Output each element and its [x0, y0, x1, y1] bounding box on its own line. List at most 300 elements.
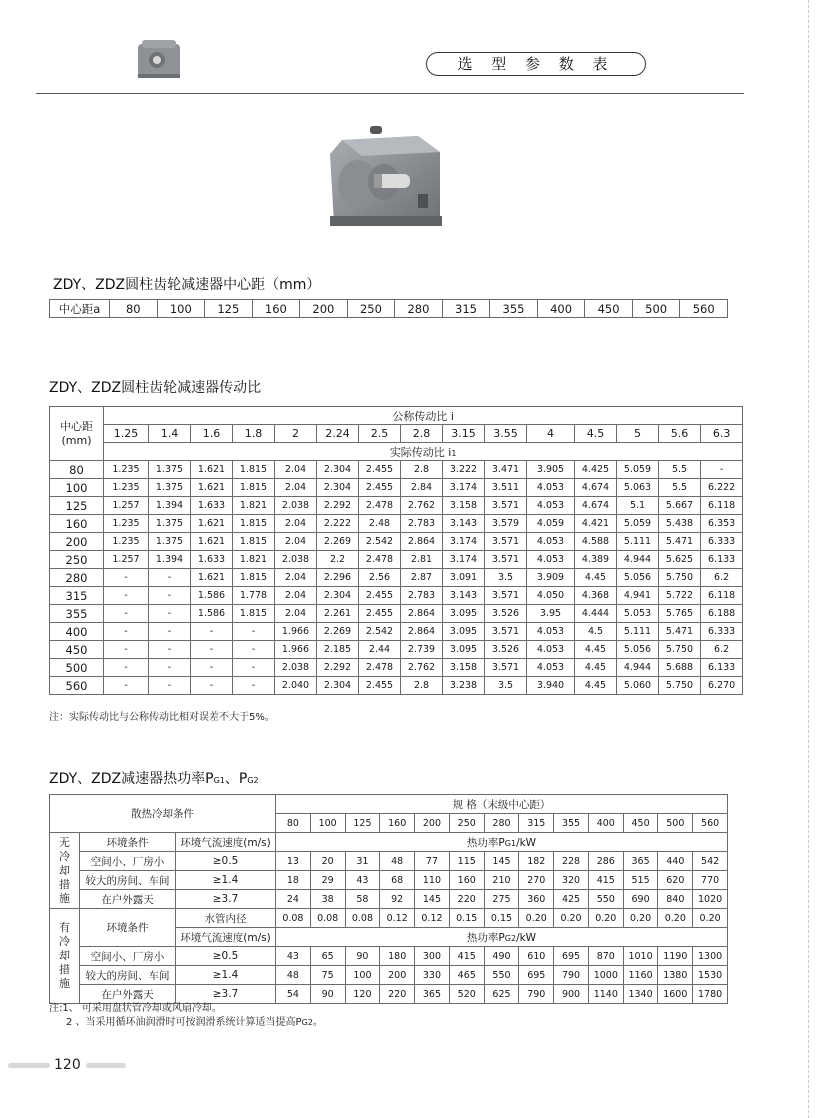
ratio-value-cell: 2.8	[401, 461, 443, 479]
ratio-value-cell: 2.478	[359, 497, 401, 515]
thermal-power-cell: 220	[380, 985, 415, 1004]
thermal-power-cell: 24	[276, 890, 311, 909]
airspeed-label: 环境气流速度(m/s)	[176, 928, 276, 947]
thermal-power-cell: 490	[484, 947, 519, 966]
thermal-power-cell: 542	[693, 852, 728, 871]
center-distance-table	[49, 299, 728, 318]
center-distance-value: 560	[680, 300, 728, 318]
ratio-value-cell: 3.143	[443, 587, 485, 605]
ratio-value-cell: 3.174	[443, 479, 485, 497]
center-distance-cell: 200	[50, 533, 104, 551]
thermal-power-cell: 31	[345, 852, 380, 871]
thermal-power-cell: 1160	[623, 966, 658, 985]
vertical-label-char: 却	[59, 863, 70, 877]
size-header-cell: 315	[519, 814, 554, 833]
nominal-ratio-cell: 5.6	[659, 425, 701, 443]
ratio-value-cell: 3.526	[485, 605, 527, 623]
center-distance-cell: 560	[50, 677, 104, 695]
table-row	[50, 966, 728, 985]
ratio-value-cell: 2.304	[317, 461, 359, 479]
environment-cell: 空间小、厂房小	[80, 852, 176, 871]
ratio-value-cell: 4.674	[575, 497, 617, 515]
thermal-note-2-text: 2 、当采用循环油润滑时可按润滑系统计算适当提高P	[66, 1017, 302, 1028]
ratio-value-cell: -	[104, 677, 149, 695]
pipe-diameter-label: 水管内径	[176, 909, 276, 928]
ratio-value-cell: 5.059	[617, 515, 659, 533]
ratio-value-cell: 1.815	[233, 533, 275, 551]
ratio-value-cell: 1.621	[191, 479, 233, 497]
ratio-value-cell: 2.739	[401, 641, 443, 659]
ratio-value-cell: 5.722	[659, 587, 701, 605]
center-distance-value: 125	[205, 300, 253, 318]
ratio-value-cell: 4.5	[575, 623, 617, 641]
thermal-power-cell: 160	[449, 871, 484, 890]
ratio-value-cell: 6.2	[701, 569, 743, 587]
ratio-value-cell: 2.04	[275, 515, 317, 533]
ratio-value-cell: 2.455	[359, 605, 401, 623]
thermal-power-cell: 286	[588, 852, 623, 871]
ratio-value-cell: 2.222	[317, 515, 359, 533]
ratio-value-cell: -	[104, 605, 149, 623]
ratio-value-cell: 4.45	[575, 641, 617, 659]
ratio-value-cell: 4.944	[617, 551, 659, 569]
thermal-power-cell: 550	[588, 890, 623, 909]
vertical-label-char: 冷	[59, 849, 70, 863]
pg1-header-unit: /kW	[516, 836, 537, 849]
ratio-value-cell: 5.750	[659, 569, 701, 587]
thermal-power-cell: 790	[554, 966, 589, 985]
nominal-ratio-cell: 1.25	[104, 425, 149, 443]
thermal-power-cell: 695	[519, 966, 554, 985]
ratio-value-cell: 3.571	[485, 533, 527, 551]
thermal-power-cell: 425	[554, 890, 589, 909]
environment-cell: 较大的房间、车间	[80, 871, 176, 890]
ratio-value-cell: -	[149, 641, 191, 659]
pg2-header-part: 热功率P	[466, 931, 505, 944]
ratio-value-cell: 1.821	[233, 551, 275, 569]
ratio-value-cell: 4.053	[527, 497, 575, 515]
ratio-value-cell: 5.688	[659, 659, 701, 677]
size-header-cell: 250	[449, 814, 484, 833]
center-distance-cell: 250	[50, 551, 104, 569]
ratio-value-cell: 1.621	[191, 569, 233, 587]
center-distance-value: 100	[157, 300, 205, 318]
vertical-label-char: 施	[59, 977, 70, 990]
ratio-value-cell: 2.292	[317, 659, 359, 677]
ratio-value-cell: -	[191, 623, 233, 641]
ratio-value-cell: 1.375	[149, 479, 191, 497]
ratio-value-cell: 5.471	[659, 533, 701, 551]
ratio-value-cell: 2.864	[401, 533, 443, 551]
environment-cell: 在户外露天	[80, 985, 176, 1004]
ratio-value-cell: -	[191, 659, 233, 677]
thermal-power-cell: 550	[484, 966, 519, 985]
center-distance-value: 355	[490, 300, 538, 318]
thermal-power-cell: 110	[415, 871, 450, 890]
thermal-power-cell: 1010	[623, 947, 658, 966]
ratio-value-cell: 4.053	[527, 659, 575, 677]
center-distance-value: 500	[632, 300, 680, 318]
ratio-value-cell: 4.45	[575, 659, 617, 677]
ratio-value-cell: 1.235	[104, 533, 149, 551]
table-row	[50, 677, 743, 695]
ratio-value-cell: 2.542	[359, 623, 401, 641]
ratio-value-cell: -	[104, 641, 149, 659]
ratio-value-cell: 3.174	[443, 551, 485, 569]
ratio-value-cell: 1.633	[191, 551, 233, 569]
center-distance-value: 400	[537, 300, 585, 318]
ratio-value-cell: -	[149, 623, 191, 641]
ratio-value-cell: 5.1	[617, 497, 659, 515]
ratio-value-cell: 4.053	[527, 479, 575, 497]
ratio-value-cell: 3.571	[485, 497, 527, 515]
thermal-power-cell: 275	[484, 890, 519, 909]
thermal-power-cell: 1780	[693, 985, 728, 1004]
thermal-power-title-sub2: G2	[247, 776, 259, 785]
ratio-value-cell: 3.909	[527, 569, 575, 587]
ratio-value-cell: 3.095	[443, 605, 485, 623]
ratio-value-cell: 3.222	[443, 461, 485, 479]
ratio-value-cell: 3.158	[443, 497, 485, 515]
table-row	[50, 551, 743, 569]
thermal-power-cell: 48	[276, 966, 311, 985]
thermal-power-cell: 365	[623, 852, 658, 871]
vertical-label-char: 无	[59, 835, 70, 849]
thermal-power-cell: 440	[658, 852, 693, 871]
ratio-value-cell: 4.674	[575, 479, 617, 497]
environment-label: 环境条件	[80, 833, 176, 852]
center-distance-value: 200	[300, 300, 348, 318]
ratio-value-cell: -	[233, 677, 275, 695]
ratio-value-cell: 2.455	[359, 461, 401, 479]
ratio-value-cell: -	[191, 641, 233, 659]
ratio-value-cell: 2.783	[401, 515, 443, 533]
ratio-value-cell: 2.269	[317, 623, 359, 641]
center-distance-cell: 315	[50, 587, 104, 605]
nominal-ratio-cell: 1.6	[191, 425, 233, 443]
ratio-value-cell: 1.815	[233, 479, 275, 497]
pg2-header	[276, 928, 728, 947]
thermal-power-cell: 90	[345, 947, 380, 966]
ratio-value-cell: 1.621	[191, 533, 233, 551]
nominal-ratio-cell: 3.55	[485, 425, 527, 443]
thermal-power-cell: 625	[484, 985, 519, 1004]
center-distance-cell: 80	[50, 461, 104, 479]
ratio-value-cell: 4.944	[617, 659, 659, 677]
size-header-cell: 160	[380, 814, 415, 833]
ratio-value-cell: 5.053	[617, 605, 659, 623]
thermal-note-2-end: 。	[312, 1017, 323, 1028]
table-row	[50, 833, 728, 852]
nominal-ratio-cell: 4	[527, 425, 575, 443]
table-row	[50, 497, 743, 515]
ratio-value-cell: 2.762	[401, 497, 443, 515]
thermal-power-cell: 38	[310, 890, 345, 909]
thermal-power-title	[49, 768, 259, 788]
center-distance-cell: 100	[50, 479, 104, 497]
thermal-power-cell: 1000	[588, 966, 623, 985]
thermal-power-cell: 43	[276, 947, 311, 966]
thermal-power-title-sub1: G1	[213, 776, 225, 785]
ratio-value-cell: 4.389	[575, 551, 617, 569]
pg1-header	[276, 833, 728, 852]
ratio-value-cell: 2.455	[359, 479, 401, 497]
nominal-ratio-cell: 3.15	[443, 425, 485, 443]
thermal-power-cell: 610	[519, 947, 554, 966]
ratio-value-cell: -	[149, 587, 191, 605]
ratio-value-cell: -	[191, 677, 233, 695]
ratio-value-cell: 2.87	[401, 569, 443, 587]
ratio-value-cell: 1.821	[233, 497, 275, 515]
ratio-value-cell: 4.45	[575, 677, 617, 695]
page-number: 120	[54, 1057, 81, 1073]
thermal-power-cell: 330	[415, 966, 450, 985]
ratio-value-cell: 2.185	[317, 641, 359, 659]
ratio-value-cell: 4.053	[527, 551, 575, 569]
center-distance-value: 250	[347, 300, 395, 318]
ratio-value-cell: 6.118	[701, 587, 743, 605]
thermal-note-2	[66, 1013, 323, 1028]
ratio-value-cell: 1.235	[104, 479, 149, 497]
ratio-value-cell: 2.783	[401, 587, 443, 605]
thermal-power-cell: 620	[658, 871, 693, 890]
size-header-cell: 100	[310, 814, 345, 833]
thermal-power-cell: 145	[415, 890, 450, 909]
ratio-value-cell: 6.222	[701, 479, 743, 497]
nominal-ratio-cell: 4.5	[575, 425, 617, 443]
ratio-value-cell: 5.750	[659, 641, 701, 659]
size-header-cell: 280	[484, 814, 519, 833]
ratio-value-cell: 6.2	[701, 641, 743, 659]
thermal-power-cell: 900	[554, 985, 589, 1004]
table-row	[50, 461, 743, 479]
environment-cell: 在户外露天	[80, 890, 176, 909]
center-distance-value: 160	[252, 300, 300, 318]
ratio-value-cell: 1.257	[104, 551, 149, 569]
ratio-value-cell: 3.174	[443, 533, 485, 551]
ratio-value-cell: 6.118	[701, 497, 743, 515]
ratio-value-cell: 1.235	[104, 461, 149, 479]
ratio-value-cell: -	[233, 659, 275, 677]
pipe-diameter-cell: 0.20	[588, 909, 623, 928]
ratio-value-cell: 3.238	[443, 677, 485, 695]
ratio-value-cell: -	[233, 623, 275, 641]
ratio-value-cell: 1.815	[233, 605, 275, 623]
ratio-value-cell: 2.864	[401, 605, 443, 623]
thermal-power-cell: 120	[345, 985, 380, 1004]
ratio-value-cell: 2.038	[275, 497, 317, 515]
ratio-value-cell: 2.455	[359, 587, 401, 605]
ratio-value-cell: 2.04	[275, 605, 317, 623]
thermal-power-cell: 690	[623, 890, 658, 909]
ratio-value-cell: 1.621	[191, 461, 233, 479]
thermal-power-cell: 43	[345, 871, 380, 890]
airspeed-cell: ≥1.4	[176, 966, 276, 985]
ratio-value-cell: 2.864	[401, 623, 443, 641]
ratio-value-cell: 3.940	[527, 677, 575, 695]
table-row	[50, 623, 743, 641]
cooling-label	[50, 909, 80, 1004]
ratio-value-cell: 3.571	[485, 623, 527, 641]
ratio-value-cell: 3.5	[485, 677, 527, 695]
ratio-value-cell: 1.375	[149, 461, 191, 479]
ratio-value-cell: 3.095	[443, 641, 485, 659]
ratio-value-cell: -	[104, 659, 149, 677]
vertical-label-char: 施	[59, 891, 70, 905]
thermal-power-cell: 465	[449, 966, 484, 985]
pipe-diameter-cell: 0.15	[484, 909, 519, 928]
nominal-ratio-cell: 6.3	[701, 425, 743, 443]
thermal-power-cell: 58	[345, 890, 380, 909]
environment-label: 环境条件	[80, 909, 176, 947]
center-distance-cell: 500	[50, 659, 104, 677]
pipe-diameter-cell: 0.20	[658, 909, 693, 928]
center-distance-value: 450	[585, 300, 633, 318]
pipe-diameter-cell: 0.20	[623, 909, 658, 928]
header-divider	[36, 93, 744, 94]
ratio-value-cell: 2.261	[317, 605, 359, 623]
pg2-header-part: G2	[504, 933, 517, 943]
ratio-value-cell: 1.815	[233, 515, 275, 533]
size-header-cell: 400	[588, 814, 623, 833]
ratio-value-cell: 5.750	[659, 677, 701, 695]
ratio-value-cell: 5.625	[659, 551, 701, 569]
thermal-power-cell: 1020	[693, 890, 728, 909]
thermal-power-cell: 770	[693, 871, 728, 890]
center-distance-value: 80	[110, 300, 158, 318]
page-title: 选 型 参 数 表	[426, 52, 646, 76]
ratio-value-cell: 4.053	[527, 623, 575, 641]
thermal-power-cell: 790	[519, 985, 554, 1004]
ratio-value-cell: 3.571	[485, 587, 527, 605]
ratio-value-cell: 4.059	[527, 515, 575, 533]
transmission-ratio-title: ZDY、ZDZ圆柱齿轮减速器传动比	[49, 380, 262, 396]
thermal-power-cell: 13	[276, 852, 311, 871]
ratio-value-cell: 2.2	[317, 551, 359, 569]
ratio-value-cell: 1.235	[104, 515, 149, 533]
nominal-ratio-cell: 1.4	[149, 425, 191, 443]
ratio-value-cell: 3.905	[527, 461, 575, 479]
thermal-power-cell: 1380	[658, 966, 693, 985]
pipe-diameter-cell: 0.20	[519, 909, 554, 928]
ratio-value-cell: 2.455	[359, 677, 401, 695]
size-header-cell: 125	[345, 814, 380, 833]
spec-header: 规 格（末级中心距）	[276, 795, 728, 814]
ratio-value-cell: 3.095	[443, 623, 485, 641]
actual-ratio-header	[104, 443, 743, 461]
ratio-value-cell: 2.56	[359, 569, 401, 587]
ratio-value-cell: 2.304	[317, 677, 359, 695]
thermal-power-title-mid: 、P	[224, 771, 248, 787]
nominal-ratio-cell: 1.8	[233, 425, 275, 443]
ratio-value-cell: 2.304	[317, 479, 359, 497]
ratio-value-cell: 4.444	[575, 605, 617, 623]
ratio-value-cell: 4.941	[617, 587, 659, 605]
ratio-value-cell: 2.040	[275, 677, 317, 695]
thermal-power-cell: 840	[658, 890, 693, 909]
ratio-value-cell: -	[104, 569, 149, 587]
ratio-value-cell: 2.542	[359, 533, 401, 551]
table-row	[50, 659, 743, 677]
center-distance-cell: 400	[50, 623, 104, 641]
transmission-ratio-table	[49, 406, 743, 695]
thermal-power-cell: 145	[484, 852, 519, 871]
ratio-value-cell: 1.633	[191, 497, 233, 515]
ratio-value-cell: 2.04	[275, 479, 317, 497]
ratio-value-cell: 5.056	[617, 569, 659, 587]
thermal-power-cell: 210	[484, 871, 519, 890]
size-header-cell: 355	[554, 814, 589, 833]
thermal-power-cell: 68	[380, 871, 415, 890]
no-cooling-label	[50, 833, 80, 909]
ratio-value-cell: 6.270	[701, 677, 743, 695]
thermal-power-cell: 65	[310, 947, 345, 966]
ratio-value-cell: 1.394	[149, 497, 191, 515]
ratio-value-cell: 6.188	[701, 605, 743, 623]
thermal-power-cell: 1300	[693, 947, 728, 966]
ratio-value-cell: -	[149, 569, 191, 587]
nominal-ratio-cell: 2.8	[401, 425, 443, 443]
reducer-thumbnail-image	[136, 38, 182, 80]
thermal-power-cell: 415	[449, 947, 484, 966]
reducer-product-image	[322, 124, 448, 232]
table-row	[50, 569, 743, 587]
ratio-value-cell: 1.778	[233, 587, 275, 605]
thermal-power-cell: 29	[310, 871, 345, 890]
thermal-power-cell: 18	[276, 871, 311, 890]
vertical-label-char: 冷	[59, 935, 70, 948]
ratio-value-cell: 5.111	[617, 533, 659, 551]
ratio-value-cell: 1.621	[191, 515, 233, 533]
pipe-diameter-cell: 0.15	[449, 909, 484, 928]
pipe-diameter-cell: 0.08	[276, 909, 311, 928]
ratio-value-cell: 2.478	[359, 551, 401, 569]
ratio-value-cell: 2.04	[275, 461, 317, 479]
center-distance-value: 315	[442, 300, 490, 318]
pipe-diameter-cell: 0.20	[554, 909, 589, 928]
ratio-value-cell: -	[233, 641, 275, 659]
ratio-value-cell: 1.586	[191, 605, 233, 623]
thermal-power-cell: 870	[588, 947, 623, 966]
vertical-label-char: 措	[59, 877, 70, 891]
thermal-power-table	[49, 794, 728, 1004]
ratio-value-cell: 3.091	[443, 569, 485, 587]
pipe-diameter-cell: 0.12	[415, 909, 450, 928]
thermal-power-cell: 300	[415, 947, 450, 966]
ratio-value-cell: 1.815	[233, 461, 275, 479]
ratio-value-cell: 2.296	[317, 569, 359, 587]
thermal-power-cell: 182	[519, 852, 554, 871]
thermal-power-title-main: ZDY、ZDZ减速器热功率P	[49, 771, 214, 787]
ratio-value-cell: 2.269	[317, 533, 359, 551]
ratio-value-cell: 3.571	[485, 551, 527, 569]
ratio-value-cell: 5.471	[659, 623, 701, 641]
table-row	[50, 515, 743, 533]
no-cooling-label-text	[50, 836, 79, 906]
ratio-value-cell: 4.425	[575, 461, 617, 479]
ratio-value-cell: 5.056	[617, 641, 659, 659]
ratio-value-cell: 1.966	[275, 641, 317, 659]
thermal-power-cell: 75	[310, 966, 345, 985]
thermal-power-cell: 1140	[588, 985, 623, 1004]
pipe-diameter-cell: 0.12	[380, 909, 415, 928]
ratio-value-cell: 5.063	[617, 479, 659, 497]
airspeed-cell: ≥0.5	[176, 852, 276, 871]
size-header-cell: 450	[623, 814, 658, 833]
nominal-ratio-cell: 2	[275, 425, 317, 443]
ratio-value-cell: 4.368	[575, 587, 617, 605]
center-distance-label: 中心距a	[50, 300, 110, 318]
